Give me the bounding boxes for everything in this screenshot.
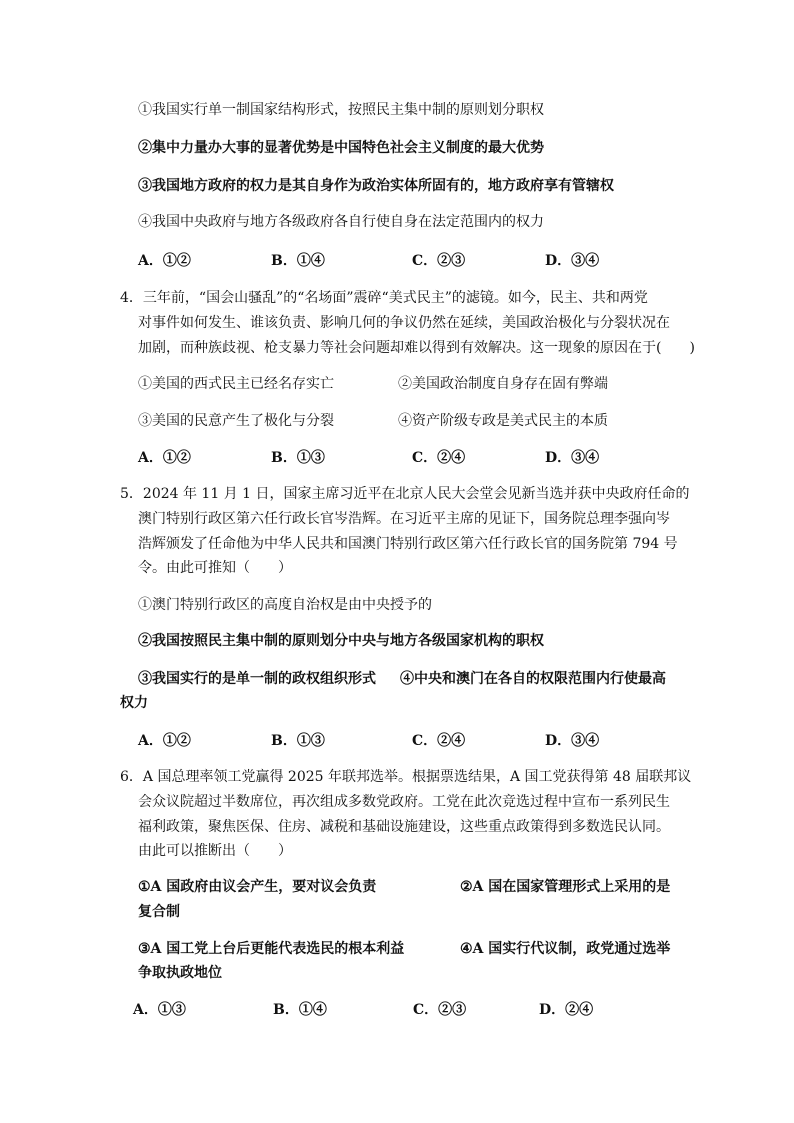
q4-option-a: A．①②: [138, 450, 191, 466]
q5-option-c: C．②④: [412, 733, 466, 749]
q4-statement-3: ③美国的民意产生了极化与分裂: [138, 413, 334, 429]
q5-option-a: A．①②: [138, 733, 191, 749]
q3-option-b: B．①④: [271, 253, 325, 269]
q6-statement-2: ②A 国在国家管理形式上采用的是: [460, 879, 671, 895]
q5-option-b: B．①③: [271, 733, 325, 749]
q6-option-a: A．①③: [133, 1002, 186, 1018]
q5-option-d: D．③④: [545, 733, 600, 749]
q5-statement-1: ①澳门特别行政区的高度自治权是由中央授予的: [138, 597, 432, 613]
q6-stem-line-2: 会众议院超过半数席位，再次组成多数党政府。工党在此次竞选过程中宣布一系列民生: [138, 794, 670, 810]
q6-stem-line-1: 6．A 国总理率领工党赢得 2025 年联邦选举。根据票选结果，A 国工党获得第 48 届联邦议: [120, 769, 692, 785]
q5-statement-2: ②我国按照民主集中制的原则划分中央与地方各级国家机构的职权: [138, 633, 544, 649]
q4-stem-line-3: 加剧，而种族歧视、枪支暴力等社会问题却难以得到有效解决。这一现象的原因在于( ): [138, 340, 695, 356]
q4-option-c: C．②④: [412, 450, 466, 466]
q5-stem-line-3: 浩辉颁发了任命他为中华人民共和国澳门特别行政区第六任行政长官的国务院第 794 号: [138, 536, 678, 552]
q5-statement-4: ④中央和澳门在各自的权限范围内行使最高: [400, 671, 666, 687]
q3-statement-1: ①我国实行单一制国家结构形式，按照民主集中制的原则划分职权: [138, 102, 544, 118]
q6-statement-4: ④A 国实行代议制，政党通过选举: [460, 941, 671, 957]
q5-stem-line-1: 5．2024 年 11 月 1 日，国家主席习近平在北京人民大会堂会见新当选并获中央政府任命的: [120, 486, 690, 502]
q6-statement-2-continued: 复合制: [138, 904, 180, 920]
q4-statement-2: ②美国政治制度自身存在固有弊端: [398, 376, 608, 392]
q4-statement-4: ④资产阶级专政是美式民主的本质: [398, 413, 608, 429]
q3-statement-4: ④我国中央政府与地方各级政府各自行使自身在法定范围内的权力: [138, 214, 544, 230]
q6-stem-line-4: 由此可以推断出（ ）: [138, 843, 292, 859]
q6-option-d: D．②④: [539, 1002, 594, 1018]
q3-option-d: D．③④: [545, 253, 600, 269]
q4-stem-line-2: 对事件如何发生、谁该负责、影响几何的争议仍然在延续，美国政治极化与分裂状况在: [138, 315, 670, 331]
q6-statement-4-continued: 争取执政地位: [138, 965, 222, 981]
q4-option-b: B．①③: [271, 450, 325, 466]
q6-stem-line-3: 福利政策，聚焦医保、住房、减税和基础设施建设，这些重点政策得到多数选民认同。: [138, 819, 670, 835]
q6-option-c: C．②③: [413, 1002, 467, 1018]
q4-option-d: D．③④: [545, 450, 600, 466]
q4-stem-line-1: 4．三年前，“国会山骚乱”的“名场面”震碎“美式民主”的滤镜。如今，民主、共和两党: [120, 290, 648, 306]
q5-statement-4-continued: 权力: [120, 695, 148, 711]
q6-option-b: B．①④: [273, 1002, 327, 1018]
q4-statement-1: ①美国的西式民主已经名存实亡: [138, 376, 334, 392]
q5-stem-line-4: 令。由此可推知（ ）: [138, 560, 292, 576]
q3-option-c: C．②③: [412, 253, 466, 269]
q5-stem-line-2: 澳门特别行政区第六任行政长官岑浩辉。在习近平主席的见证下，国务院总理李强向岑: [138, 511, 670, 527]
q3-statement-3: ③我国地方政府的权力是其自身作为政治实体所固有的，地方政府享有管辖权: [138, 178, 614, 194]
q5-statement-3: ③我国实行的是单一制的政权组织形式: [138, 671, 376, 687]
q3-option-a: A．①②: [138, 253, 191, 269]
q6-statement-3: ③A 国工党上台后更能代表选民的根本利益: [138, 941, 405, 957]
q3-statement-2: ②集中力量办大事的显著优势是中国特色社会主义制度的最大优势: [138, 140, 544, 156]
q6-statement-1: ①A 国政府由议会产生，要对议会负责: [138, 879, 377, 895]
